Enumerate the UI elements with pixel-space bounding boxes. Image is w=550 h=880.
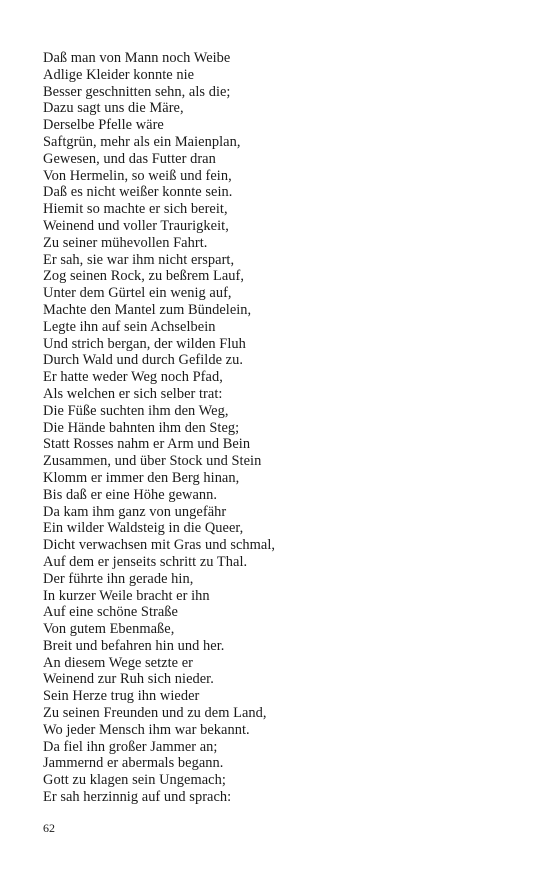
poem-line: Da fiel ihn großer Jammer an; [43,738,218,755]
poem-line: Weinend und voller Traurigkeit, [43,217,229,234]
page-number: 62 [43,821,55,835]
poem-line: Machte den Mantel zum Bündelein, [43,301,252,318]
poem-line: Dicht verwachsen mit Gras und schmal, [43,537,276,554]
poem-line: Besser geschnitten sehn, als die; [43,83,231,100]
poem-line: Daß es nicht weißer konnte sein. [43,184,233,201]
poem-line: Dazu sagt uns die Märe, [43,100,184,117]
poem-line: Durch Wald und durch Gefilde zu. [43,352,243,369]
poem-line: An diesem Wege setzte er [43,654,194,671]
poem-line: Zog seinen Rock, zu beßrem Lauf, [43,268,245,285]
poem-line: Saftgrün, mehr als ein Maienplan, [43,133,241,150]
poem-line: Er sah, sie war ihm nicht erspart, [43,251,235,268]
poem-line: Sein Herze trug ihn wieder [43,688,200,705]
poem-line: Die Füße suchten ihm den Weg, [43,402,229,419]
poem-line: Die Hände bahnten ihm den Steg; [43,419,240,436]
poem-line: Jammernd er abermals begann. [43,755,224,772]
poem-line: Unter dem Gürtel ein wenig auf, [43,285,232,302]
poem-line: Auf dem er jenseits schritt zu Thal. [43,553,248,570]
poem-line: Gewesen, und das Futter dran [43,150,216,167]
poem-line: Adlige Kleider konnte nie [43,66,195,83]
poem-line: Weinend zur Ruh sich nieder. [43,671,214,688]
poem-line: Da kam ihm ganz von ungefähr [43,503,227,520]
poem-line: Zu seinen Freunden und zu dem Land, [43,705,267,722]
poem-line: Er hatte weder Weg noch Pfad, [43,369,223,386]
poem-line: Derselbe Pfelle wäre [43,117,164,134]
poem-line: Hiemit so machte er sich bereit, [43,201,228,218]
poem-line: Ein wilder Waldsteig in die Queer, [43,520,244,537]
poem-line: Daß man von Mann noch Weibe [43,50,231,66]
poem-line: Bis daß er eine Höhe gewann. [43,486,218,503]
poem-line: Der führte ihn gerade hin, [43,570,194,587]
poem-line: Er sah herzinnig auf und sprach: [43,789,232,806]
poem-line: Und strich bergan, der wilden Fluh [43,335,246,352]
poem-line: Zusammen, und über Stock und Stein [43,453,262,470]
poem-line: Auf eine schöne Straße [43,604,178,621]
poem-line: Klomm er immer den Berg hinan, [43,469,240,486]
poem-line: Gott zu klagen sein Ungemach; [43,772,226,789]
poem-line: Zu seiner mühevollen Fahrt. [43,234,208,251]
poem-line: Wo jeder Mensch ihm war bekannt. [43,721,250,738]
poem-line: Als welchen er sich selber trat: [43,385,223,402]
poem-line: Legte ihn auf sein Achselbein [43,318,216,335]
poem-line: Breit und befahren hin und her. [43,637,225,654]
poem-line: Von gutem Ebenmaße, [43,621,175,638]
poem-text [43,50,523,806]
poem-line: Von Hermelin, so weiß und fein, [43,167,232,184]
poem-line: Statt Rosses nahm er Arm und Bein [43,436,251,453]
poem-line: In kurzer Weile bracht er ihn [43,587,210,604]
